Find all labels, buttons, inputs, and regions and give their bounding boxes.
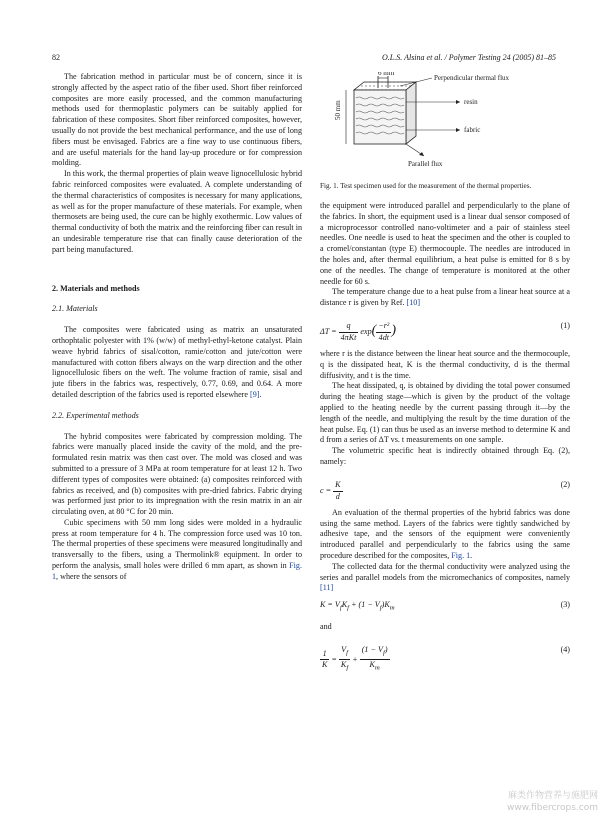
label-50mm: 50 mm: [334, 100, 342, 120]
right-column: [320, 72, 570, 673]
equation-number: (3): [560, 600, 570, 610]
label-parallel-flux: Parallel flux: [408, 160, 443, 168]
arrow-head: [456, 128, 460, 132]
paragraph: The composites were fabricated using as matrix an unsaturated orthophtalic polyester with 1% (w/w) of methyl-ethyl-ketone catalyst. Plain weave hybrid fabrics of sisal/cotton, ramie/cotton and jute/cotton were manufactured with cotton fibers always on the warp direction and the other lignocellulosic fibers on the weft. The volume fraction of ramie, sisal and jute fibers in the fabrics was, respectively, 0.77, 0.69, and 0.64. A more detailed description of the fabrics used is reported elsewhere [9].: [52, 325, 302, 399]
page-number: 82: [52, 53, 60, 62]
arrow-head: [419, 152, 424, 156]
paragraph: An evaluation of the thermal properties of the hybrid fabrics was done using the same method. Layers of the fabrics were tightly sandwiched by adhesive tape, and the sensors of the equipment were conveniently introduced parallel and perpendicularly to the fabrics using the same procedure described for the composites, Fig. 1.: [320, 507, 570, 560]
specimen-diagram: [320, 72, 570, 182]
equation-4: $\frac{1}{K}$ = $\frac{V_f}{K_f}$ + $\frac{(1 - V_f)}{K_m}$ (4): [322, 644, 570, 672]
paragraph: Cubic specimens with 50 mm long sides were molded in a hydraulic press at room temperature for 4 h. The compression force used was 10 ton. The thermal properties of these specimens were measured longitudinally and transversally to the fibers, using a Thermolink® equipment. In order to perform the analysis, small holes were drilled 6 mm apart, as shown in Fig. 1, where the sensors of: [52, 517, 302, 581]
section-title: 2. Materials and methods: [52, 283, 140, 293]
figure-1: [320, 72, 570, 182]
cube-top-face: [354, 82, 416, 90]
paragraph: where r is the distance between the linear heat source and the thermocouple, q is the dissipated heat, K is the thermal conductivity, d is the thermal diffusivity, and t is the time.: [320, 348, 570, 380]
equation-2: c = $\frac{K}{d}$ (2): [320, 479, 570, 501]
citation-link[interactable]: [11]: [320, 583, 334, 593]
running-head: O.L.S. Alsina et al. / Polymer Testing 24 (2005) 81–85: [382, 53, 556, 62]
equation-3: $K = V_fK_f + (1 - V_f)K_m$ (3): [320, 600, 570, 612]
left-column: [52, 72, 302, 583]
equation-number: (4): [560, 644, 570, 654]
paragraph: The volumetric specific heat is indirectly obtained through Eq. (2), namely:: [320, 446, 570, 466]
label-resin: resin: [464, 98, 478, 106]
cube-side-face: [406, 82, 416, 144]
label-perpendicular-flux: Perpendicular thermal flux: [434, 74, 510, 82]
paragraph: The fabrication method in particular must be of concern, since it is strongly affected by the aspect ratio of the fiber used. Short fiber reinforced composites are more easily processed, and the common manufacturing methods used for thermoplastic polymers can be suitably applied for fabrication of these composites. Short fiber reinforced composites, however, usually do not provide the best mechanical performance, and the use of long fibers must be envisaged. Fabrics are a fine way to use continuous fibers, and are useful materials for the hand lay-up procedure or for compression molding.: [52, 72, 302, 168]
equation-number: (1): [560, 320, 570, 330]
paragraph: The heat dissipated, q, is obtained by dividing the total power consumed during the heating stage—which is given by the product of the voltage applied to the heating needle by the current passing through it—by the length of the needle, and multiplying the result by the time duration of the heat pulse. Eq. (1) can thus be used as an inverse method to determine K and d from a series of ΔT vs. t measurements on one sample.: [320, 381, 570, 445]
paragraph: In this work, the thermal properties of plain weave lignocellulosic hybrid fabric reinforced composites were evaluated. A complete understanding of the thermal characteristics of composites is necessary for many applications, as well as for the proper manufacture of these materials. For example, when thermosets are being used, the cure can be highly exothermic. Low values of thermal conductivity of both the matrix and the reinforcing fiber can result in an undesirable temperature rise that can finally cause deterioration of the part being manufactured.: [52, 169, 302, 254]
label-6mm: 6 mm: [378, 72, 395, 77]
fraction: $\frac{q}{\text{4πKt}}$: [340, 320, 357, 342]
arrow-head: [456, 100, 460, 104]
label-fabric: fabric: [464, 126, 481, 134]
subsection-title: 2.2. Experimental methods: [52, 410, 139, 420]
citation-link[interactable]: [10]: [406, 298, 421, 308]
paragraph: The hybrid composites were fabricated by compression molding. The fabrics were manually placed inside the cavity of the mold, and the pre-formulated resin matrix was then cast over. The mold was closed and was submitted to a pressure of 3 MPa at room temperature for at least 12 h. Two different types of composites were obtained: (a) composites reinforced with fabrics as received, and (b) composites with pre-dried fabrics. Fabric drying was performed just prior to its impregnation with the resin matrix in an air circulating oven, at 80 °C for 20 min.: [52, 431, 302, 517]
equation-1: ΔT = $\frac{q}{\text{4πKt}}$ exp( $\frac{\text{−r²}}{4dt}$ ) (1): [320, 320, 570, 342]
subsection-title: 2.1. Materials: [52, 304, 98, 314]
figure-link[interactable]: Fig. 1: [52, 561, 302, 581]
watermark: 麻类作物营养与施肥网 www.fibercrops.com: [507, 791, 598, 813]
paragraph: the equipment were introduced parallel and perpendicularly to the plane of the fabrics. In short, the equipment used is a linear dual sensor composed of a microprocessor controlled nano-voltimeter and a pair of stainless steel needles. One needle is used to heat the specimen and the other is coupled to a cromel/constantan (type E) thermocouple. The needles are introduced in the holes and, after thermal equilibrium, a heat pulse is emitted for 8 s by one of the needles. The change of temperature is monitored at the other needle for 60 s.: [320, 201, 570, 286]
figure-link[interactable]: Fig. 1: [451, 550, 471, 560]
equation-number: (2): [560, 479, 570, 489]
citation-link[interactable]: [9]: [250, 389, 260, 399]
paragraph: The temperature change due to a heat pulse from a linear heat source at a distance r is given by Ref. [10]: [320, 287, 570, 308]
connector-text: and: [320, 622, 332, 632]
paragraph: The collected data for the thermal conductivity were analyzed using the series and parallel models from the micromechanics of composites, namely [11]: [320, 561, 570, 593]
figure-caption: Fig. 1. Test specimen used for the measurement of the thermal properties.: [320, 182, 532, 190]
